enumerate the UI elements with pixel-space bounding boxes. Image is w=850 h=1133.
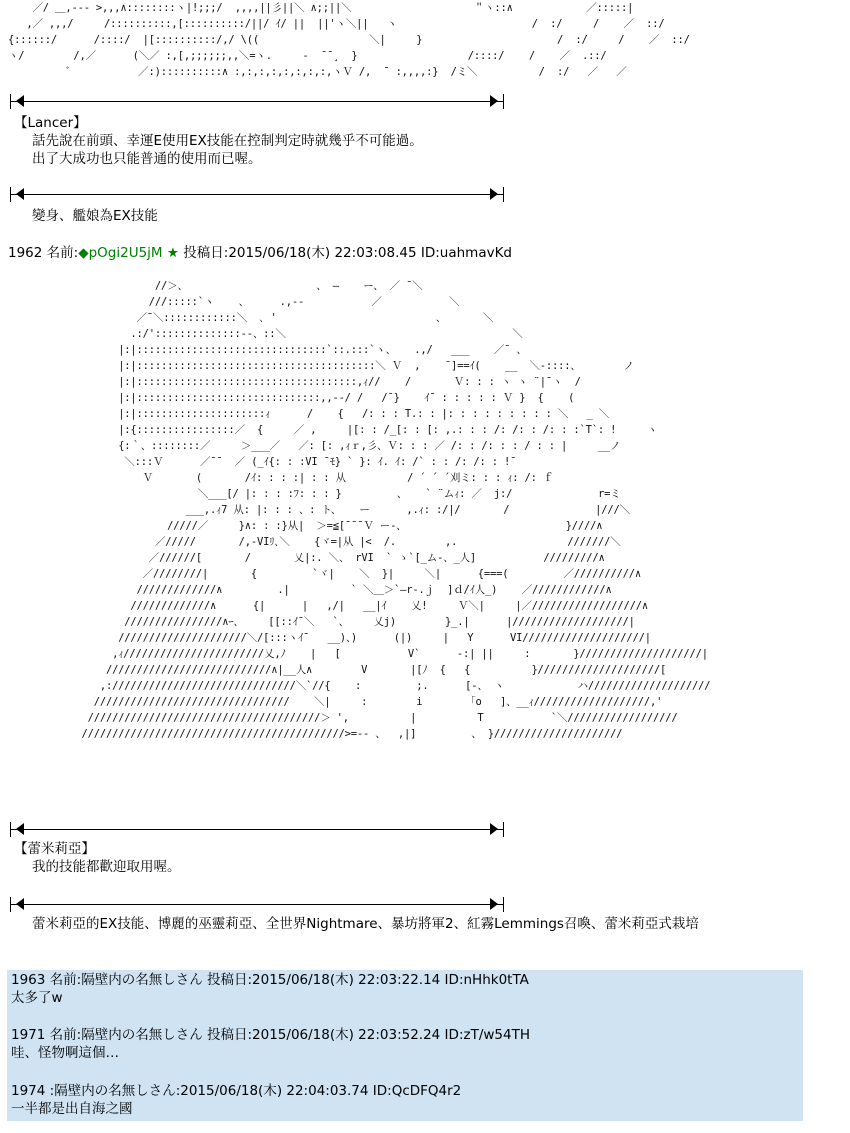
narration-text: 變身、艦娘為EX技能	[32, 208, 158, 224]
name-label: 名前:	[46, 245, 79, 261]
reply-header: 1974 :隔壁内の名無しさん:2015/06/18(木) 22:04:03.74 ID:QcDFQ4r2	[11, 1083, 462, 1099]
post-number: 1962	[8, 245, 43, 261]
reply-body: 哇、怪物啊這個…	[11, 1045, 119, 1061]
separator-rule	[10, 101, 504, 102]
tripcode: ◆pOgi2U5jM	[78, 245, 163, 261]
post-header	[8, 244, 512, 262]
reply-header: 1971 名前:隔壁内の名無しさん 投稿日:2015/06/18(木) 22:03:52.24 ID:zT/w54TH	[11, 1027, 530, 1043]
speaker-name-lancer: 【Lancer】	[14, 115, 87, 131]
separator-rule	[10, 829, 504, 830]
reply-header: 1963 名前:隔壁内の名無しさん 投稿日:2015/06/18(木) 22:03:22.14 ID:nHhk0tTA	[11, 972, 529, 988]
dialogue-line: 話先說在前頭、幸運E使用EX技能在控制判定時就幾乎不可能過。	[32, 133, 423, 149]
star-icon: ★	[166, 245, 179, 261]
separator-rule	[10, 194, 504, 195]
separator-rule	[10, 904, 504, 905]
speaker-name-remilia: 【蕾米莉亞】	[14, 841, 95, 857]
reply-body: 一半都是出自海之國	[11, 1101, 133, 1117]
reply-section	[7, 970, 803, 1121]
reply-body: 太多了w	[11, 990, 63, 1006]
dialogue-line: 我的技能都歡迎取用喔。	[32, 859, 181, 875]
narration-text: 蕾米莉亞的EX技能、博麗的巫靈莉亞、全世界Nightmare、暴坊將軍2、紅霧Lemmings召喚、蕾米莉亞式栽培	[32, 916, 699, 932]
dialogue-line: 出了大成功也只能普通的使用而已喔。	[32, 151, 262, 167]
ascii-art-top: ／/ ＿,--- >,,,∧::::::::ヽ|!;;;/ ,,,,||彡||＼ ∧;;||＼ ＂ヽ::∧ ／:::::| ,／ ,,,/ /::::::::::,[::::::::::/||/ ｲ/ || ||'ヽ＼|| ヽ / :/ / ／ ::/ {::::::/ /::::/ |[::::::::::/,/ \(( ＼| } / :/ / ／ ::/ ヽ/ /,／ (＼／ :,[,;;;;;;,,＼=ヽ. - ̄ ̄ ¸ } /::::/ / ／ .::/ ﾞ ／:)::::::::::∧ :,:,:,:,:,:,:,:,ヽＶ /, ¯ :,,,,:} /ミ＼ / :/ ／ ／	[8, 2, 690, 78]
post-meta: 投稿日:2015/06/18(木) 22:03:08.45 ID:uahmavKd	[183, 245, 513, 261]
ascii-art-remilia: //＞、 、 ― ー、 ／ ¯＼ ///:::::`ヽ 、 .,-‐ ／ ＼ ／¯＼::::::::::::＼ ､ ' 、 ＼ .:/'::::::::::::::‐-、::＼ ＼ |:|:::::::::::::::::::::::::::::::`::.:::`ヽ、 .,/ ___ ／¯ 、 |:|:::::::::::::::::::::::::::::::::::::::＼ Ｖ , ¯]==ｲ( __ ＼-::::、 ノ |:|::::::::::::::::::::::::::::::::::::,ｨ// / Ｖ: : : ヽ ヽ ¨|¯ヽ / |:|::::::::::::::::::::::::::::::,,--/ / /¯} ｲ¯ : : : : : Ｖ } { ( |:|:::::::::::::::::::::ｨ / { /: : : T.: : |: : : : : : : : : ＼ _ ＼ |:{::::::::::::::::／ { ／ , |[: : /_[: : [: ,.: : : /: /: : /: : :`T`: ! ヽ {:｀、::::::::／ ＞___／ ／: [: ,ｨｒ,彡、Ｖ: : : ／ /: : /: : : / : : | __ノ ＼:::Ｖ ／¯¯ ／ (_ｲ{: : :VI ¯ﾓ} ` }: ｲ. ｲ: /` : : /: /: : !¯ Ｖ ( /ｲ: : : :| : : 从 / ´ ´ ´刈ミ: : : ｨ: /: ｆ ＼___[/ |: : : :ﾌ: : : } 、 ` ¨ムｨ: ／ j:/ r=ミ ___,.ｨ7 从: |: : : 、: ト、 ー ,.ｨ: :/|/ / |///＼ /////／ }∧: : :}从| ＞=≦[¯¯¯Ｖ ー-、 }////∧ ／///// /,-VIﾘ､＼ {ヾ=|从 |< /. ,. ///////＼ ／//////[ / 乂|:. ＼、 rVI ` ゝ`[_ム-、_人] /////////∧ ／////////| { `ヾ| ＼ }| ＼| {===( ／//////////∧ /////////////∧ .| ` ＼＿＞`―r-.ｊ ]ｄ/ｲ人_) ／////////////∧ /////////////∧ {| | ,/| __|ｲ 乂! Ｖ＼| |／//////////////////∧ ////////////////∧ｰ、 [[::ｲ¯＼ `、 乂j) }_.| |///////////////////| /////////////////////＼/[:::ヽｲ¯ __)、) (|) | Y VI////////////////////| ,ｨ///////////////////////乂,ﾉ | [ V` -:| || : }////////////////////| ///////////////////////////∧|__人∧ V |[ﾉ { { }////////////////////[ ,://////////////////////////////＼`//{ : ;. [-、 ヽ ハ//////////////////// //////////////////////////////// ＼| : i 「o ]、__ｨ///////////////////,' //////////////////////////////////////＞ ', | T `＼////////////////// ///////////////////////////////////////////>=-- 、 ,|] 、 }/////////////////////	[81, 280, 711, 740]
